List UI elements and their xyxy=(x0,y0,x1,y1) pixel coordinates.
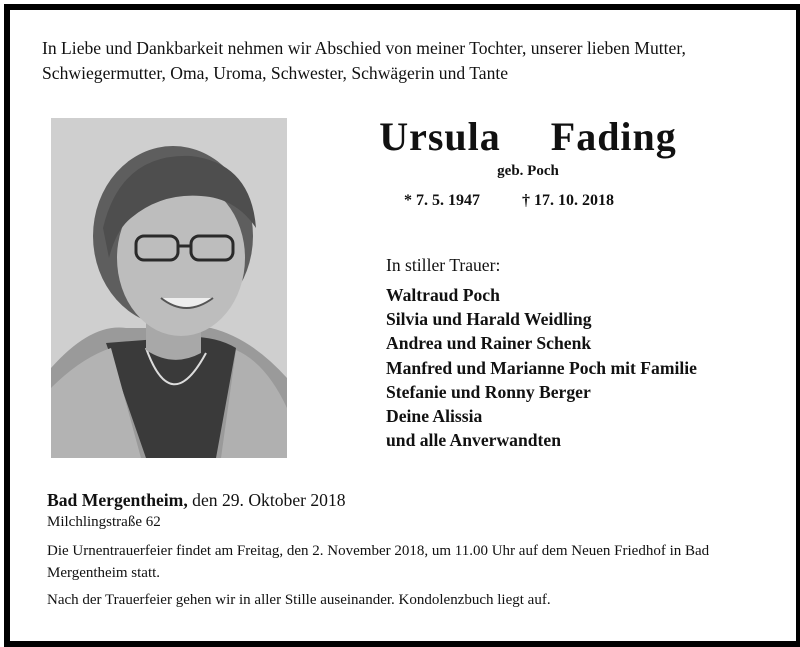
maiden-name: geb. Poch xyxy=(497,163,559,179)
mourner-line: Waltraud Poch xyxy=(386,285,500,305)
death-date: † 17. 10. 2018 xyxy=(522,192,614,209)
mourning-label: In stiller Trauer: xyxy=(386,255,501,275)
mourner-line: Deine Alissia xyxy=(386,406,483,427)
after-ceremony-info: Nach der Trauerfeier gehen wir in aller Stille auseinander. Kondolenzbuch liegt auf. xyxy=(47,592,551,608)
deceased-name: Ursula Fading xyxy=(379,114,677,159)
mourner-line: Manfred und Marianne Poch mit Familie xyxy=(386,357,697,378)
place-city: Bad Mergentheim, xyxy=(47,490,188,510)
mourner-line: Silvia und Harald Weidling xyxy=(386,309,592,330)
portrait-illustration xyxy=(51,118,287,458)
birth-date: * 7. 5. 1947 xyxy=(404,192,480,209)
mourner-line: Stefanie und Ronny Berger xyxy=(386,381,591,402)
intro-text: In Liebe und Dankbarkeit nehmen wir Abschied von meiner Tochter, unserer lieben Mutter, Schwiegermutter, Oma, Uroma, Schwester, Schwägerin und Tante xyxy=(42,38,686,83)
portrait-photo xyxy=(51,118,287,458)
place-date: den 29. Oktober 2018 xyxy=(192,490,346,510)
ceremony-info: Die Urnentrauerfeier findet am Freitag, den 2. November 2018, um 11.00 Uhr auf dem Neuen Friedhof in Bad Mergentheim statt. xyxy=(47,543,710,581)
mourner-line: Andrea und Rainer Schenk xyxy=(386,333,592,354)
mourner-line: und alle Anverwandten xyxy=(386,430,561,451)
place-and-date xyxy=(47,490,346,511)
street-address: Milchlingstraße 62 xyxy=(47,514,161,530)
mourners-list xyxy=(386,283,697,452)
life-dates xyxy=(404,192,614,210)
